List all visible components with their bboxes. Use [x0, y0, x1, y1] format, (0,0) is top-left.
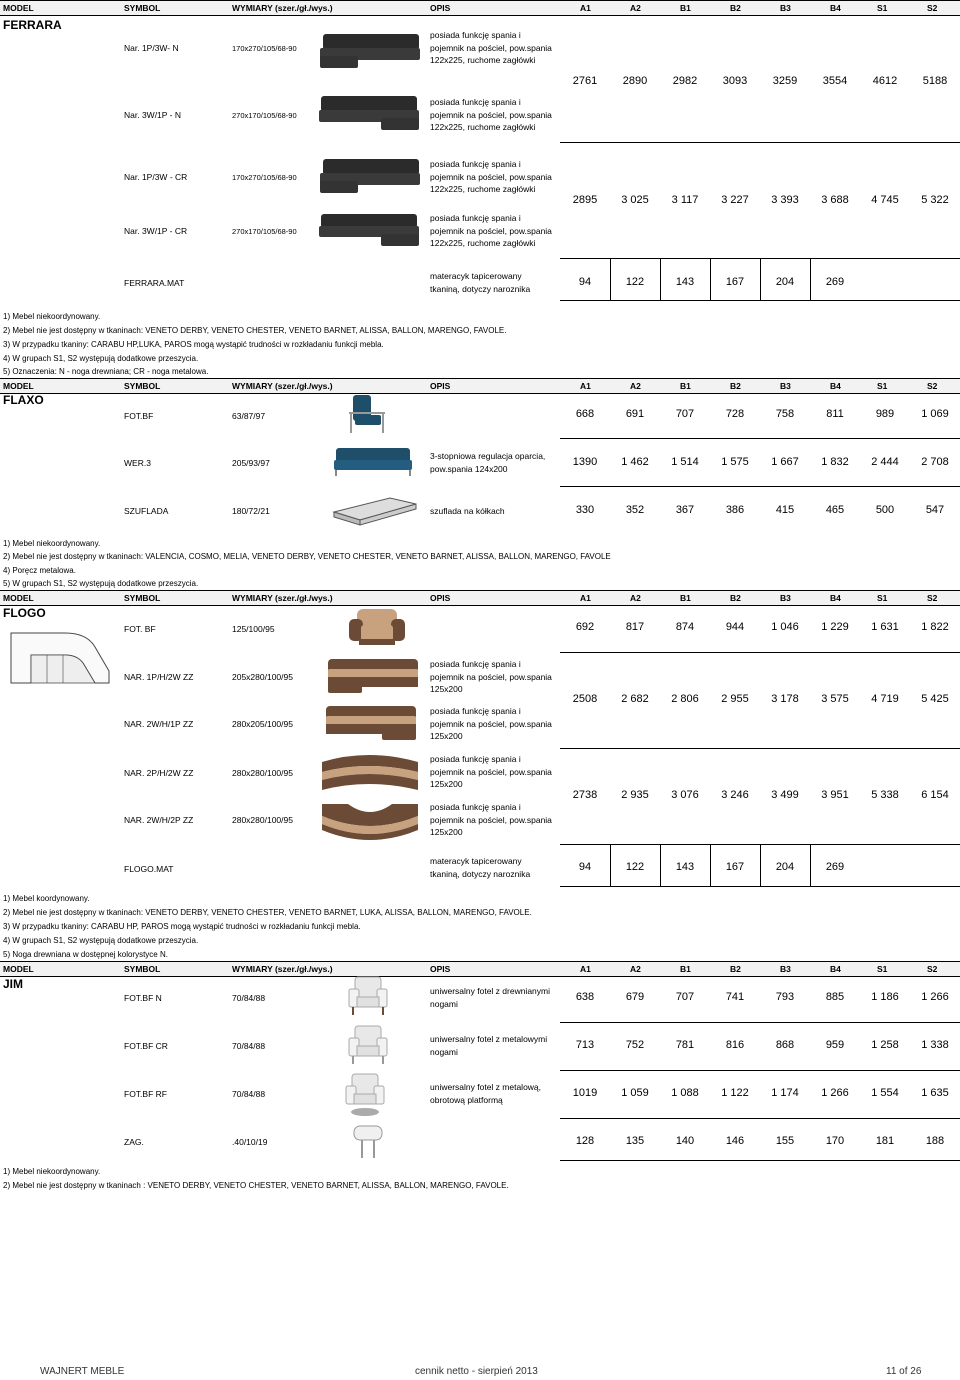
header-b4: B4 [830, 3, 841, 13]
description: posiada funkcję spania i pojemnik na pościel, pow.spania 125x200 [430, 659, 552, 694]
armchair-image [345, 1024, 390, 1068]
dimensions: 280x205/100/95 [232, 719, 293, 729]
table-header: MODEL SYMBOL WYMIARY (szer./gł./wys.) OPIS A1 A2 B1 B2 B3 B4 S1 S2 [0, 590, 960, 606]
symbol: FOT.BF CR [124, 1041, 168, 1051]
dimensions: .40/10/19 [232, 1137, 268, 1147]
description: posiada funkcję spania i pojemnik na pościel, pow.spania 122x225, ruchome zagłówki [430, 159, 552, 194]
symbol: Nar. 1P/3W - CR [124, 172, 188, 182]
symbol: WER.3 [124, 458, 151, 468]
header-b3: B3 [780, 3, 791, 13]
model-name-flogo: FLOGO [3, 606, 46, 620]
dimensions: 270x170/105/68-90 [232, 111, 297, 120]
price-row: 1390 1 462 1 514 1 575 1 667 1 832 2 444 2 708 [572, 456, 949, 468]
price-row: 2508 2 682 2 806 2 955 3 178 3 575 4 719 5 425 [572, 693, 949, 705]
symbol: NAR. 2W/H/1P ZZ [124, 719, 194, 729]
table-header: MODEL SYMBOL WYMIARY (szer./gł./wys.) OPIS A1 A2 B1 B2 B3 B4 S1 S2 [0, 961, 960, 977]
corner-sofa-image [315, 155, 425, 199]
price-row: 2761 2890 2982 3093 3259 3554 4612 5188 [572, 75, 948, 87]
headrest-image [348, 1120, 388, 1164]
symbol: NAR. 2W/H/2P ZZ [124, 815, 194, 825]
symbol: NAR. 2P/H/2W ZZ [124, 768, 194, 778]
note: 1) Mebel koordynowany. [3, 894, 90, 903]
dimensions: 180/72/21 [232, 506, 270, 516]
description: posiada funkcję spania i pojemnik na pościel, pow.spania 125x200 [430, 802, 552, 837]
dimensions: 280x280/100/95 [232, 815, 293, 825]
sofa-bed-image [330, 442, 415, 478]
corner-sofa-image [322, 702, 422, 744]
description: posiada funkcję spania i pojemnik na pościel, pow.spania 125x200 [430, 754, 552, 789]
footer-page: 11 of 26 [886, 1366, 922, 1377]
armchair-image [345, 605, 410, 649]
drawer-image [330, 492, 420, 528]
corner-sofa-image [315, 28, 425, 72]
symbol: FOT.BF N [124, 993, 162, 1003]
symbol: FOT. BF [124, 624, 156, 634]
price-row: 330 352 367 386 415 465 500 547 [575, 504, 945, 516]
corner-sofa-image [315, 92, 425, 134]
description: materacyk tapicerowany tkaniną, dotyczy naroznika [430, 856, 531, 879]
description: uniwersalny fotel z metalową, obrotową platformą [430, 1082, 542, 1105]
description: szuflada na kółkach [430, 506, 505, 516]
note: 5) Noga drewniana w dostępnej kolorystyce N. [3, 950, 168, 959]
note: 5) W grupach S1, S2 występują dodatkowe przeszycia. [3, 579, 199, 588]
price-row: 94 122 143 167 204 269 [578, 861, 845, 873]
model-name-jim: JIM [3, 977, 24, 991]
note: 2) Mebel nie jest dostępny w tkaninach: VALENCIA, COSMO, MELIA, VENETO DERBY, VENETO CHESTER, VENETO BARNET, ALISSA, BALLON, MARENGO, FAVOLE [3, 552, 611, 561]
description: posiada funkcję spania i pojemnik na pościel, pow.spania 122x225, ruchome zagłówki [430, 97, 552, 132]
corner-sofa-diagram-image [5, 625, 120, 690]
symbol: Nar. 1P/3W- N [124, 43, 179, 53]
symbol: FLOGO.MAT [124, 864, 174, 874]
dimensions: 280x280/100/95 [232, 768, 293, 778]
description: 3-stopniowa regulacja oparcia, pow.spania 124x200 [430, 451, 546, 474]
footer-company: WAJNERT MEBLE [40, 1366, 125, 1377]
price-row: 94 122 143 167 204 269 [578, 276, 845, 288]
armchair-image [345, 975, 390, 1019]
model-name-ferrara: FERRARA [3, 18, 62, 32]
dimensions: 125/100/95 [232, 624, 275, 634]
price-row: 2895 3 025 3 117 3 227 3 393 3 688 4 745 5 322 [572, 194, 949, 206]
corner-sofa-image [318, 750, 423, 794]
price-row: 128 135 140 146 155 170 181 188 [575, 1135, 945, 1147]
dimensions: 170x270/105/68-90 [232, 44, 297, 53]
symbol: Nar. 3W/1P - N [124, 110, 181, 120]
description: posiada funkcję spania i pojemnik na pościel, pow.spania 122x225, ruchome zagłówki [430, 213, 552, 248]
dimensions: 70/84/88 [232, 1089, 266, 1099]
price-row: 2738 2 935 3 076 3 246 3 499 3 951 5 338 6 154 [572, 789, 949, 801]
note: 3) W przypadku tkaniny: CARABU HP,LUKA, PAROS mogą wystąpić trudności w rozkładaniu funkcji mebla. [3, 340, 384, 349]
description: posiada funkcję spania i pojemnik na pościel, pow.spania 122x225, ruchome zagłówki [430, 30, 552, 65]
symbol: SZUFLADA [124, 506, 169, 516]
description: posiada funkcję spania i pojemnik na pościel, pow.spania 125x200 [430, 706, 552, 741]
corner-sofa-image [315, 210, 425, 250]
symbol: ZAG. [124, 1137, 144, 1147]
table-header: MODEL SYMBOL WYMIARY (szer./gł./wys.) OPIS A1 A2 B1 B2 B3 B4 S1 S2 [0, 378, 960, 394]
symbol: NAR. 1P/H/2W ZZ [124, 672, 194, 682]
symbol: FERRARA.MAT [124, 278, 185, 288]
header-a2: A2 [630, 3, 641, 13]
note: 1) Mebel niekoordynowany. [3, 539, 101, 548]
price-row: 668 691 707 728 758 811 989 1 069 [575, 408, 949, 420]
header-model: MODEL [3, 3, 34, 13]
description: uniwersalny fotel z drewnianymi nogami [430, 986, 550, 1009]
symbol: Nar. 3W/1P - CR [124, 226, 188, 236]
footer-title: cennik netto - sierpień 2013 [415, 1366, 538, 1377]
dimensions: 170x270/105/68-90 [232, 173, 297, 182]
header-symbol: SYMBOL [124, 3, 161, 13]
armchair-image [345, 393, 390, 435]
note: 2) Mebel nie jest dostępny w tkaninach: VENETO DERBY, VENETO CHESTER, VENETO BARNET, ALISSA, BALLON, MARENGO, FAVOLE. [3, 326, 507, 335]
note: 3) W przypadku tkaniny: CARABU HP, PAROS mogą wystąpić trudności w rozkładaniu funkcji mebla. [3, 922, 361, 931]
swivel-armchair-image [340, 1072, 390, 1118]
price-row: 692 817 874 944 1 046 1 229 1 631 1 822 [575, 621, 949, 633]
header-s2: S2 [927, 3, 938, 13]
model-name-flaxo: FLAXO [3, 393, 44, 407]
note: 2) Mebel nie jest dostępny w tkaninach: VENETO DERBY, VENETO CHESTER, VENETO BARNET, LUKA, ALISSA, BALLON, MARENGO, FAVOLE. [3, 908, 532, 917]
table-header [0, 0, 960, 16]
note: 4) W grupach S1, S2 występują dodatkowe przeszycia. [3, 354, 199, 363]
note: 1) Mebel niekoordynowany. [3, 1167, 101, 1176]
header-a1: A1 [580, 3, 591, 13]
symbol: FOT.BF [124, 411, 154, 421]
header-s1: S1 [877, 3, 888, 13]
note: 4) W grupach S1, S2 występują dodatkowe przeszycia. [3, 936, 199, 945]
price-row: 713 752 781 816 868 959 1 258 1 338 [575, 1039, 949, 1051]
dimensions: 70/84/88 [232, 1041, 266, 1051]
dimensions: 63/87/97 [232, 411, 266, 421]
description: uniwersalny fotel z metalowymi nogami [430, 1034, 548, 1057]
note: 4) Poręcz metalowa. [3, 566, 76, 575]
note: 1) Mebel niekoordynowany. [3, 312, 101, 321]
note: 2) Mebel nie jest dostępny w tkaninach : VENETO DERBY, VENETO CHESTER, VENETO BARNET, ALISSA, BALLON, MARENGO, FAVOLE. [3, 1181, 509, 1190]
corner-sofa-image [322, 655, 422, 697]
corner-sofa-image [318, 798, 423, 842]
header-b2: B2 [730, 3, 741, 13]
dimensions: 270x170/105/68-90 [232, 227, 297, 236]
note: 5) Oznaczenia: N - noga drewniana; CR - noga metalowa. [3, 367, 209, 376]
header-dims: WYMIARY (szer./gł./wys.) [232, 3, 333, 13]
price-row: 638 679 707 741 793 885 1 186 1 266 [575, 991, 949, 1003]
description: materacyk tapicerowany tkaniną, dotyczy naroznika [430, 271, 531, 294]
dimensions: 205x280/100/95 [232, 672, 293, 682]
dimensions: 70/84/88 [232, 993, 266, 1003]
price-row: 1019 1 059 1 088 1 122 1 174 1 266 1 554 1 635 [572, 1087, 949, 1099]
header-desc: OPIS [430, 3, 451, 13]
dimensions: 205/93/97 [232, 458, 270, 468]
symbol: FOT.BF RF [124, 1089, 167, 1099]
header-b1: B1 [680, 3, 691, 13]
